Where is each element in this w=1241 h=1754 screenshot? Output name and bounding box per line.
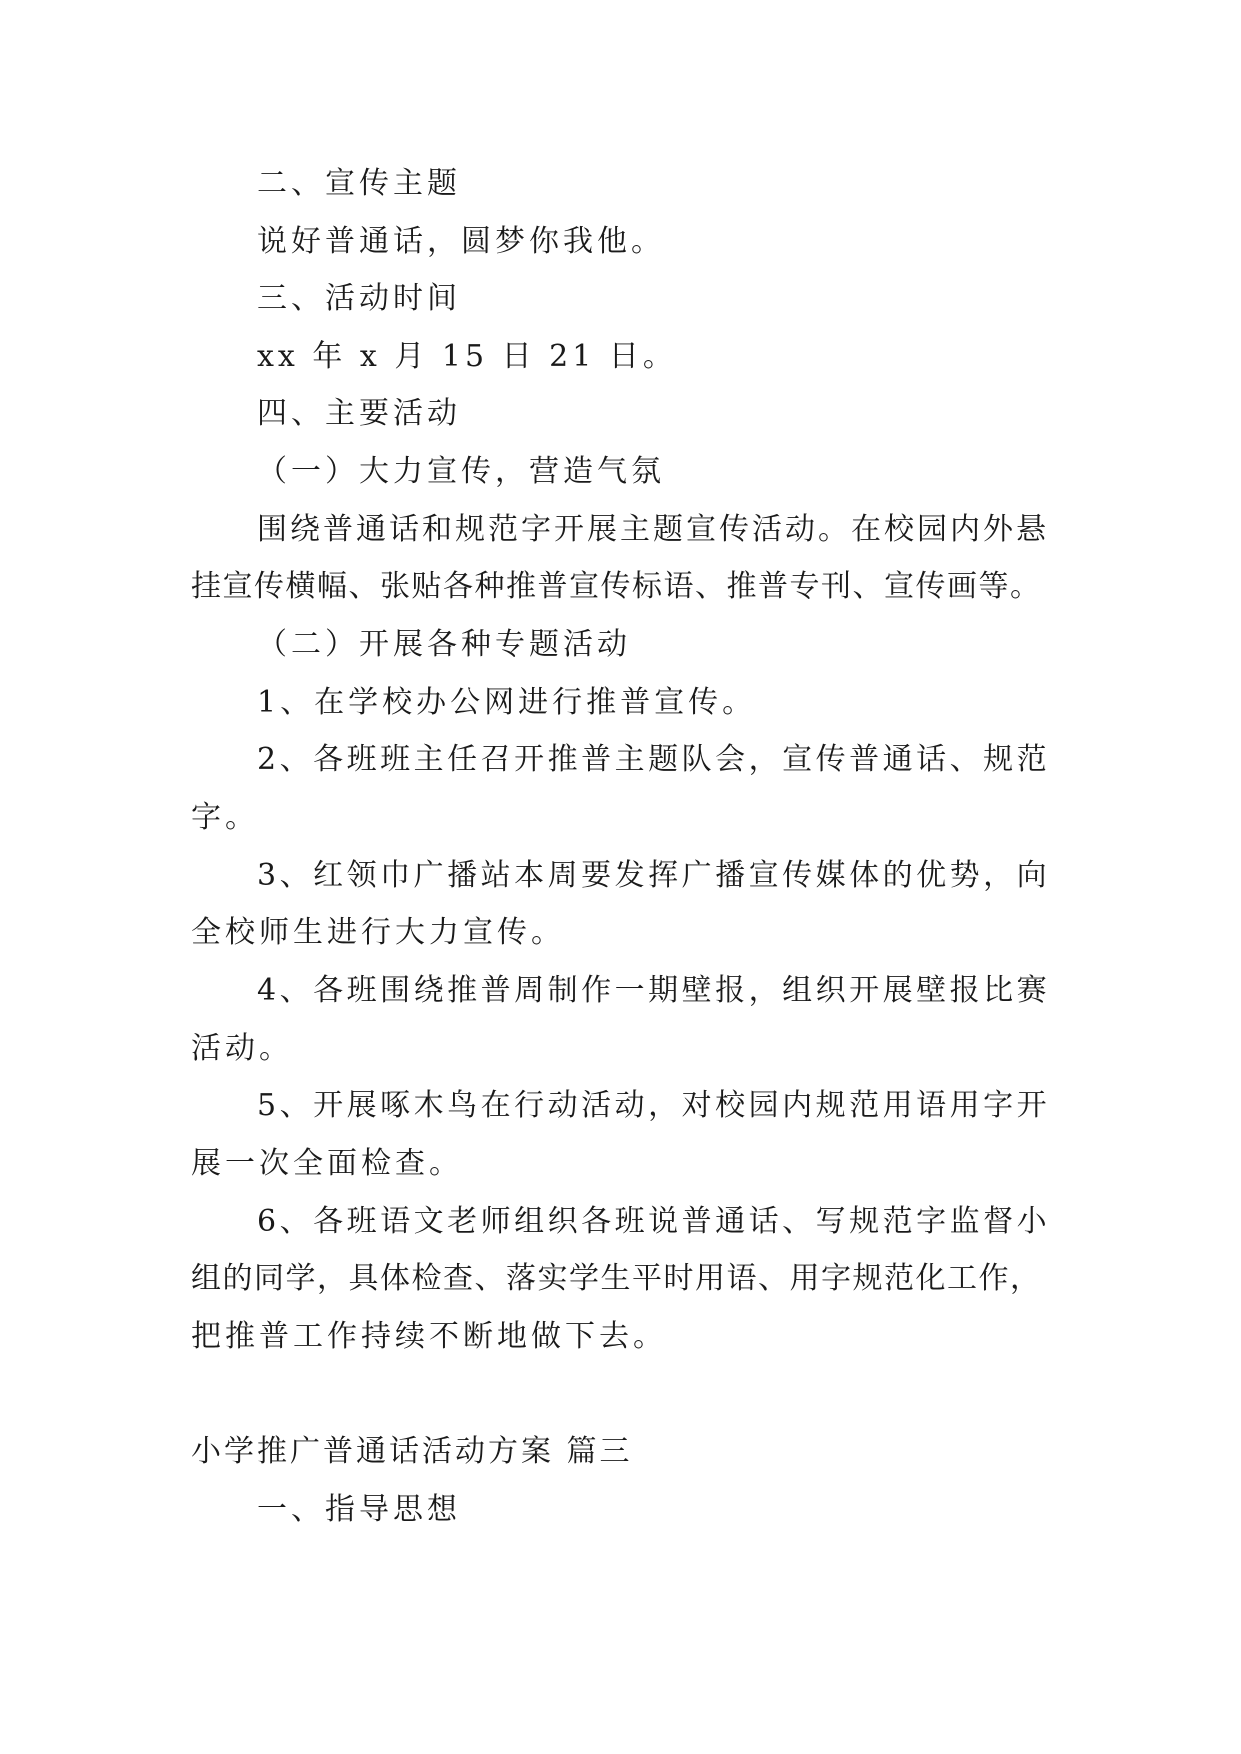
section-heading-main-activities: 四、主要活动 — [257, 396, 461, 431]
list-item-4-continued: 活动。 — [191, 1031, 293, 1066]
list-item-5: 5、开展啄木鸟在行动活动，对校园内规范用语用字开 — [257, 1088, 1051, 1123]
list-item-2: 2、各班班主任召开推普主题队会，宣传普通话、规范 — [257, 742, 1051, 777]
part-title-plan-three: 小学推广普通话活动方案 篇三 — [191, 1434, 633, 1469]
list-item-1: 1、在学校办公网进行推普宣传。 — [257, 685, 757, 720]
list-item-3-continued: 全校师生进行大力宣传。 — [191, 915, 565, 950]
list-item-2-continued: 字。 — [191, 800, 259, 835]
list-item-6: 6、各班语文老师组织各班说普通话、写规范字监督小 — [257, 1204, 1051, 1239]
paragraph-line: 围绕普通话和规范字开展主题宣传活动。在校园内外悬 — [257, 512, 1049, 547]
section-heading-activity-time: 三、活动时间 — [257, 281, 461, 316]
subheading-special-activities: （二）开展各种专题活动 — [257, 627, 631, 662]
paragraph-slogan: 说好普通话，圆梦你我他。 — [257, 224, 665, 259]
list-item-3: 3、红领巾广播站本周要发挥广播宣传媒体的优势，向 — [257, 858, 1051, 893]
list-item-6-continued: 组的同学，具体检查、落实学生平时用语、用字规范化工作， — [191, 1261, 1042, 1296]
section-heading-publicity-theme: 二、宣传主题 — [257, 166, 461, 201]
list-item-5-continued: 展一次全面检查。 — [191, 1146, 463, 1181]
paragraph-date: xx 年 x 月 15 日 21 日。 — [257, 339, 677, 374]
subheading-publicity: （一）大力宣传，营造气氛 — [257, 454, 665, 489]
section-heading-guiding-ideology: 一、指导思想 — [257, 1492, 461, 1527]
list-item-4: 4、各班围绕推普周制作一期壁报，组织开展壁报比赛 — [257, 973, 1051, 1008]
paragraph-line: 挂宣传横幅、张贴各种推普宣传标语、推普专刊、宣传画等。 — [191, 569, 1042, 604]
list-item-6-continued: 把推普工作持续不断地做下去。 — [191, 1319, 667, 1354]
